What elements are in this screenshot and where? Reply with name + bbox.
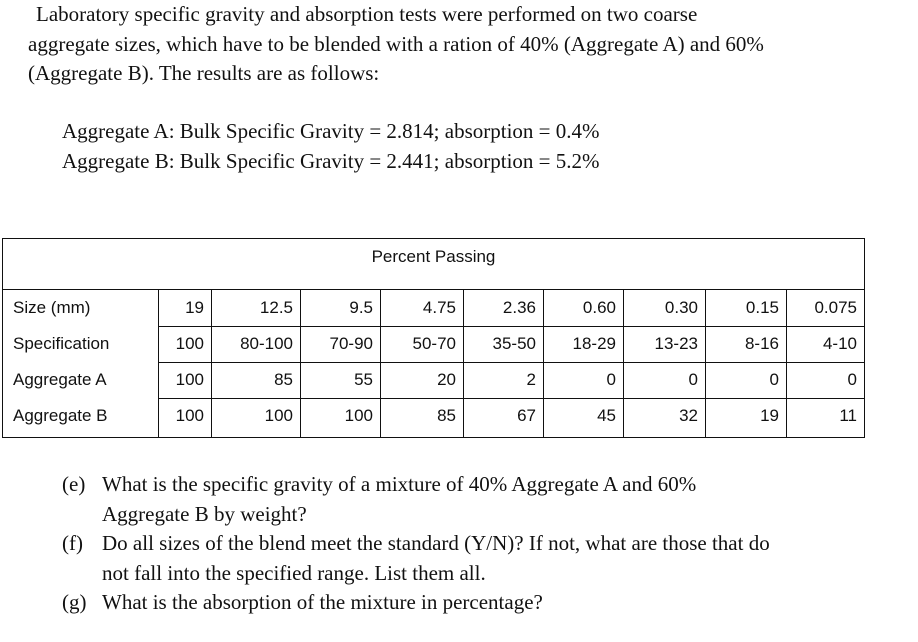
- table-cell: 100: [264, 406, 293, 425]
- table-cell: 32: [679, 406, 698, 425]
- table-cell: 100: [175, 370, 204, 389]
- aggregate-b-properties: Aggregate B: Bulk Specific Gravity = 2.441; absorption = 5.2%: [62, 149, 600, 173]
- question-text: not fall into the specified range. List them all.: [102, 560, 486, 585]
- table-cell: 20: [437, 370, 456, 389]
- intro-line: aggregate sizes, which have to be blended with a ration of 40% (Aggregate A) and 60%: [28, 31, 764, 56]
- question-label: (e): [62, 472, 86, 496]
- table-cell: 4.75: [422, 298, 456, 317]
- table-cell: 45: [597, 406, 616, 425]
- gradation-table: [2, 238, 865, 438]
- question-label: (f): [62, 531, 83, 555]
- table-cell: 9.5: [349, 298, 373, 317]
- table-cell: 11: [839, 406, 857, 425]
- table-title: Percent Passing: [371, 247, 496, 266]
- table-cell: 0.075: [814, 298, 857, 317]
- table-cell: 18-29: [572, 334, 616, 353]
- question-text: What is the absorption of the mixture in percentage?: [102, 590, 543, 614]
- question-text: Do all sizes of the blend meet the standard (Y/N)? If not, what are those that do: [102, 531, 770, 555]
- table-cell: 80-100: [240, 334, 293, 353]
- table-cell: 12.5: [259, 298, 293, 317]
- question-label: (g): [62, 590, 87, 614]
- table-cell: 0.60: [582, 298, 616, 317]
- row-label: Aggregate A: [13, 370, 107, 389]
- table-cell: 0.30: [664, 298, 698, 317]
- table-cell: 0: [847, 370, 857, 389]
- question-g: [62, 588, 902, 618]
- table-cell: 19: [185, 298, 204, 317]
- problem-intro: [28, 0, 908, 89]
- table-row: [3, 398, 864, 434]
- question-list: [62, 470, 902, 618]
- table-cell: 2: [526, 370, 536, 389]
- table-cell: 35-50: [492, 334, 536, 353]
- question-f: [62, 529, 902, 588]
- question-e: [62, 470, 902, 529]
- table-cell: 67: [517, 406, 536, 425]
- table-cell: 2.36: [502, 298, 536, 317]
- table-cell: 55: [354, 370, 373, 389]
- table-title-cell: [3, 239, 864, 290]
- question-text: What is the specific gravity of a mixture of 40% Aggregate A and 60%: [102, 472, 697, 496]
- table-cell: 8-16: [744, 334, 779, 353]
- table-cell: 13-23: [654, 334, 698, 353]
- question-text: Aggregate B by weight?: [102, 501, 307, 526]
- table-cell: 85: [437, 406, 456, 425]
- table-row: [3, 290, 864, 326]
- table-cell: 100: [175, 334, 204, 353]
- table-cell: 0: [606, 370, 616, 389]
- intro-line: Laboratory specific gravity and absorption tests were performed on two coarse: [36, 2, 698, 26]
- aggregate-a-properties: Aggregate A: Bulk Specific Gravity = 2.814; absorption = 0.4%: [62, 119, 600, 143]
- table-cell: 19: [760, 406, 779, 425]
- table-cell: 0: [769, 370, 779, 389]
- table-cell: 0.15: [745, 298, 779, 317]
- intro-line: (Aggregate B). The results are as follows:: [28, 61, 380, 85]
- row-label: Size (mm): [13, 298, 91, 317]
- table-cell: 0: [688, 370, 698, 389]
- table-cell: 100: [344, 406, 373, 425]
- table-cell: 70-90: [329, 334, 373, 353]
- table-cell: 100: [175, 406, 204, 425]
- row-label: Specification: [13, 334, 110, 353]
- table-cell: 4-10: [822, 334, 857, 353]
- row-label: Aggregate B: [13, 406, 108, 425]
- table-row: [3, 326, 864, 362]
- table-cell: 85: [274, 370, 293, 389]
- table-cell: 50-70: [412, 334, 456, 353]
- table-row: [3, 362, 864, 398]
